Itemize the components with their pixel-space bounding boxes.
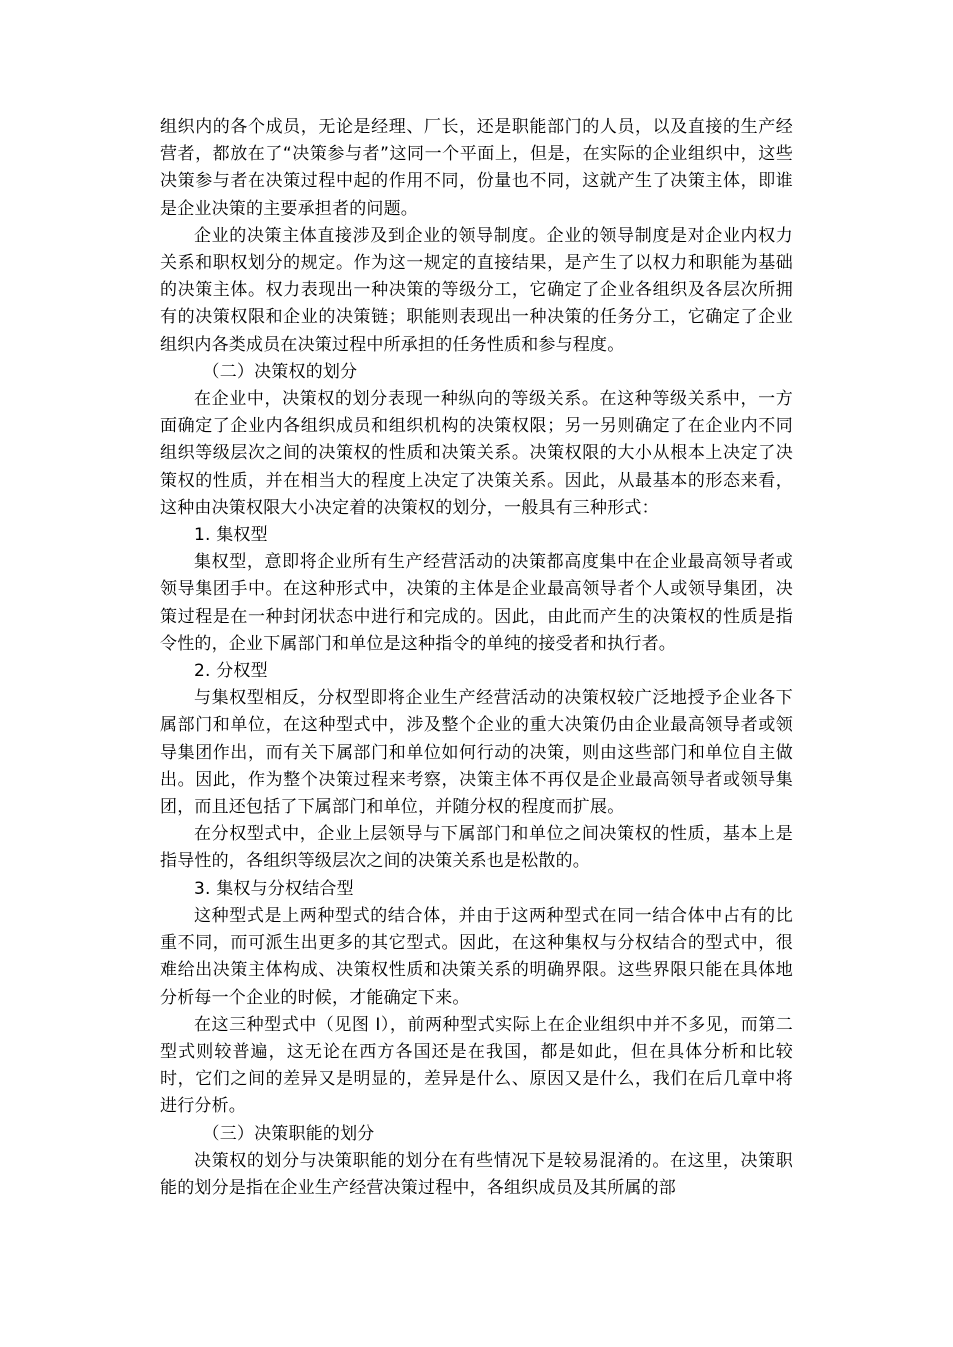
paragraph: 这种型式是上两种型式的结合体，并由于这两种型式在同一结合体中占有的比重不同，而可派生出更多的其它型式。因此，在这种集权与分权结合的型式中，很难给出决策主体构成、决策权性质和决策关系的明确界限。这些界限只能在具体地分析每一个企业的时候，才能确定下来。 — [160, 905, 793, 1008]
section-heading: （三）决策职能的划分 — [202, 1123, 375, 1144]
paragraph: 在这三种型式中（见图 I），前两种型式实际上在企业组织中并不多见，而第二型式则较普遍，这无论在西方各国还是在我国，都是如此，但在具体分析和比较时，它们之间的差异又是明显的，差异是什么、原因又是什么，我们在后几章中将进行分析。 — [160, 1014, 793, 1117]
paragraph: 与集权型相反，分权型即将企业生产经营活动的决策权较广泛地授予企业各下属部门和单位，在这种型式中，涉及整个企业的重大决策仍由企业最高领导者或领导集团作出，而有关下属部门和单位如何行动的决策，则由这些部门和单位自主做出。因此，作为整个决策过程来考察，决策主体不再仅是企业最高领导者或领导集团，而且还包括了下属部门和单位，并随分权的程度而扩展。 — [160, 688, 793, 818]
document-body — [160, 114, 793, 1202]
paragraph: 在分权型式中，企业上层领导与下属部门和单位之间决策权的性质，基本上是指导性的，各组织等级层次之间的决策关系也是松散的。 — [160, 824, 793, 872]
paragraph: 决策权的划分与决策职能的划分在有些情况下是较易混淆的。在这里，决策职能的划分是指在企业生产经营决策过程中，各组织成员及其所属的部 — [160, 1150, 793, 1198]
subsection-heading: 3. 集权与分权结合型 — [194, 878, 354, 899]
paragraph-continued: 组织内的各个成员，无论是经理、厂长，还是职能部门的人员，以及直接的生产经营者，都放在了“决策参与者”这同一个平面上，但是，在实际的企业组织中，这些决策参与者在决策过程中起的作用不同，份量也不同，这就产生了决策主体，即谁是企业决策的主要承担者的问题。 — [160, 117, 793, 219]
section-heading: （二）决策权的划分 — [202, 361, 358, 382]
paragraph: 在企业中，决策权的划分表现一种纵向的等级关系。在这种等级关系中，一方面确定了企业内各组织成员和组织机构的决策权限；另一另则确定了在企业内不同组织等级层次之间的决策权的性质和决策关系。决策权限的大小从根本上决定了决策权的性质，并在相当大的程度上决定了决策关系。因此，从最基本的形态来看，这种由决策权限大小决定着的决策权的划分，一般具有三种形式： — [160, 389, 793, 518]
paragraph: 企业的决策主体直接涉及到企业的领导制度。企业的领导制度是对企业内权力关系和职权划分的规定。作为这一规定的直接结果，是产生了以权力和职能为基础的决策主体。权力表现出一种决策的等级分工，它确定了企业各组织及各层次所拥有的决策权限和企业的决策链；职能则表现出一种决策的任务分工，它确定了企业组织内各类成员在决策过程中所承担的任务性质和参与程度。 — [160, 225, 793, 355]
subsection-heading: 2. 分权型 — [194, 661, 268, 682]
paragraph: 集权型，意即将企业所有生产经营活动的决策都高度集中在企业最高领导者或领导集团手中。在这种形式中，决策的主体是企业最高领导者个人或领导集团，决策过程是在一种封闭状态中进行和完成的。因此，由此而产生的决策权的性质是指令性的，企业下属部门和单位是这种指令的单纯的接受者和执行者。 — [160, 552, 793, 654]
subsection-heading: 1. 集权型 — [194, 525, 268, 546]
